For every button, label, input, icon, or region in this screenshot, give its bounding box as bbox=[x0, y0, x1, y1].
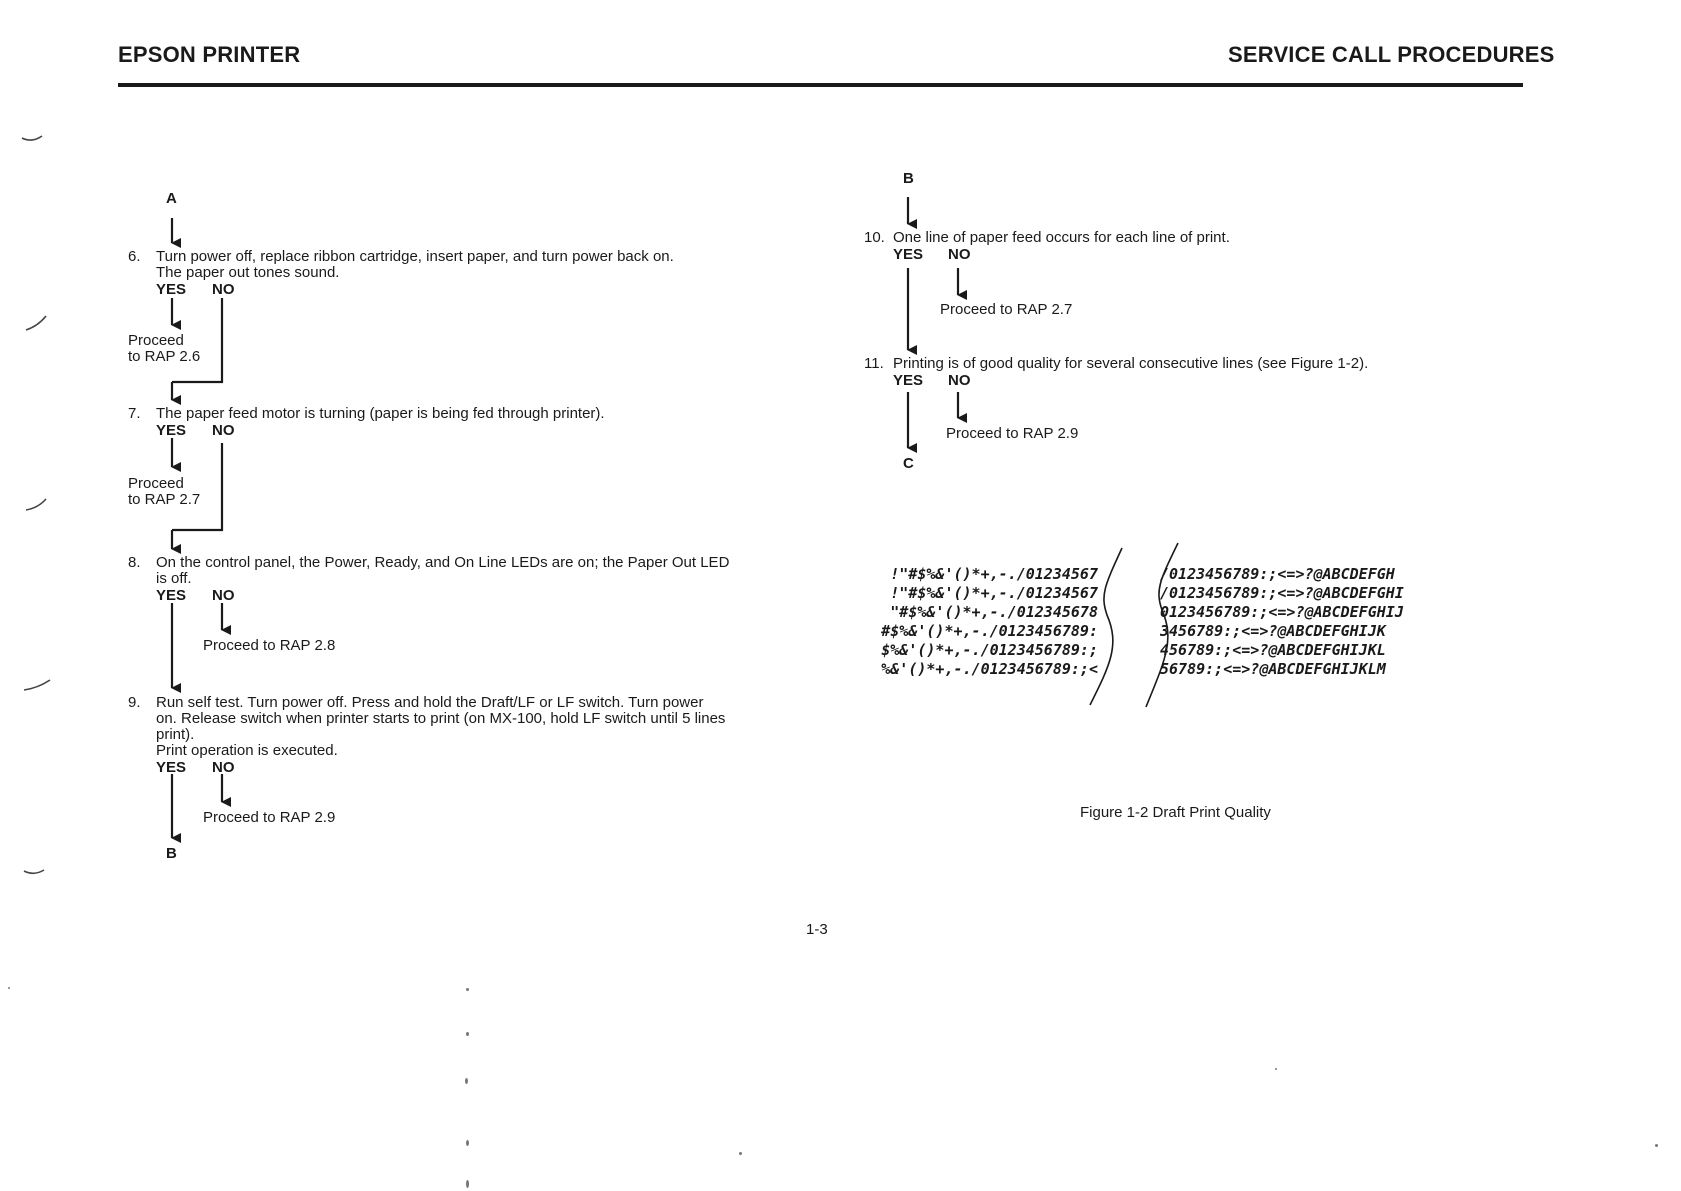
scan-speck bbox=[739, 1152, 742, 1155]
step-8-proceed: Proceed to RAP 2.8 bbox=[203, 637, 336, 654]
figure-right-line-6: 56789:;<=>?@ABCDEFGHIJKLM bbox=[1160, 660, 1386, 678]
connector-label-a: A bbox=[166, 190, 177, 207]
step-8-line-1: On the control panel, the Power, Ready, and On Line LEDs are on; the Paper Out LED bbox=[156, 554, 730, 571]
step-11-number: 11. bbox=[864, 355, 884, 372]
figure-caption: Figure 1-2 Draft Print Quality bbox=[1080, 804, 1271, 821]
scan-speck bbox=[8, 987, 10, 989]
scan-speck bbox=[465, 1078, 468, 1084]
connector-label-c: C bbox=[903, 455, 914, 472]
step-10-line-1: One line of paper feed occurs for each line of print. bbox=[893, 229, 1230, 246]
header-right: SERVICE CALL PROCEDURES bbox=[1228, 42, 1555, 67]
step-9-line-1: Run self test. Turn power off. Press and hold the Draft/LF or LF switch. Turn power bbox=[156, 694, 704, 711]
step-7-proceed-line-2: to RAP 2.7 bbox=[128, 491, 201, 508]
step-9-number: 9. bbox=[128, 694, 141, 711]
step-8-yes: YES bbox=[156, 587, 187, 604]
step-7-proceed-line-1: Proceed bbox=[128, 475, 184, 492]
figure-right-line-3: 0123456789:;<=>?@ABCDEFGHIJ bbox=[1160, 603, 1404, 621]
step-6-number: 6. bbox=[128, 248, 141, 265]
step-11-proceed: Proceed to RAP 2.9 bbox=[946, 425, 1079, 442]
step-9-proceed: Proceed to RAP 2.9 bbox=[203, 809, 336, 826]
scan-speck bbox=[1275, 1068, 1277, 1070]
figure-draft-print-right bbox=[1160, 565, 1460, 679]
figure-left-line-2: !"#$%&'()*+,-./01234567 bbox=[890, 584, 1098, 602]
step-10-number: 10. bbox=[864, 229, 885, 246]
figure-left-line-5: $%&'()*+,-./0123456789:; bbox=[881, 641, 1098, 659]
step-9-no: NO bbox=[212, 759, 235, 776]
step-10-proceed: Proceed to RAP 2.7 bbox=[940, 301, 1073, 318]
step-6-line-2: The paper out tones sound. bbox=[156, 264, 340, 281]
step-9-line-4: Print operation is executed. bbox=[156, 742, 338, 759]
step-6-proceed-line-2: to RAP 2.6 bbox=[128, 348, 201, 365]
step-8-number: 8. bbox=[128, 554, 141, 571]
step-7-number: 7. bbox=[128, 405, 141, 422]
step-11-no: NO bbox=[948, 372, 971, 389]
scan-speck bbox=[466, 1140, 469, 1146]
connector-label-b-top: B bbox=[903, 170, 914, 187]
figure-draft-print-left bbox=[836, 565, 1098, 679]
step-9-line-2: on. Release switch when printer starts to print (on MX-100, hold LF switch until 5 lines bbox=[156, 710, 726, 727]
figure-left-line-1: !"#$%&'()*+,-./01234567 bbox=[890, 565, 1098, 583]
step-8-line-2: is off. bbox=[156, 570, 192, 587]
step-11-line-1: Printing is of good quality for several consecutive lines (see Figure 1-2). bbox=[893, 355, 1369, 372]
step-9-line-3: print). bbox=[156, 726, 195, 743]
step-8-no: NO bbox=[212, 587, 235, 604]
binding-marks bbox=[22, 136, 50, 873]
step-10-yes: YES bbox=[893, 246, 924, 263]
step-7-no: NO bbox=[212, 422, 235, 439]
figure-left-line-3: "#$%&'()*+,-./012345678 bbox=[890, 603, 1098, 621]
scan-speck bbox=[1655, 1144, 1658, 1147]
figure-left-line-6: %&'()*+,-./0123456789:;< bbox=[881, 660, 1098, 678]
scan-speck bbox=[466, 1180, 469, 1188]
step-7-line-1: The paper feed motor is turning (paper is being fed through printer). bbox=[156, 405, 605, 422]
header-left: EPSON PRINTER bbox=[118, 42, 301, 67]
figure-right-line-4: 3456789:;<=>?@ABCDEFGHIJK bbox=[1160, 622, 1386, 640]
connector-label-b-bottom: B bbox=[166, 845, 177, 862]
step-6-line-1: Turn power off, replace ribbon cartridge, insert paper, and turn power back on. bbox=[156, 248, 674, 265]
step-9-yes: YES bbox=[156, 759, 187, 776]
step-6-proceed-line-1: Proceed bbox=[128, 332, 184, 349]
figure-left-line-4: #$%&'()*+,-./0123456789: bbox=[881, 622, 1098, 640]
figure-right-line-2: /0123456789:;<=>?@ABCDEFGHI bbox=[1160, 584, 1404, 602]
figure-right-line-1: /0123456789:;<=>?@ABCDEFGH bbox=[1160, 565, 1395, 583]
step-7-yes: YES bbox=[156, 422, 187, 439]
scan-speck bbox=[466, 988, 469, 991]
figure-right-line-5: 456789:;<=>?@ABCDEFGHIJKL bbox=[1160, 641, 1386, 659]
step-10-no: NO bbox=[948, 246, 971, 263]
step-6-yes: YES bbox=[156, 281, 187, 298]
step-11-yes: YES bbox=[893, 372, 924, 389]
page-number: 1-3 bbox=[806, 921, 828, 938]
scan-speck bbox=[466, 1032, 469, 1036]
step-6-no: NO bbox=[212, 281, 235, 298]
